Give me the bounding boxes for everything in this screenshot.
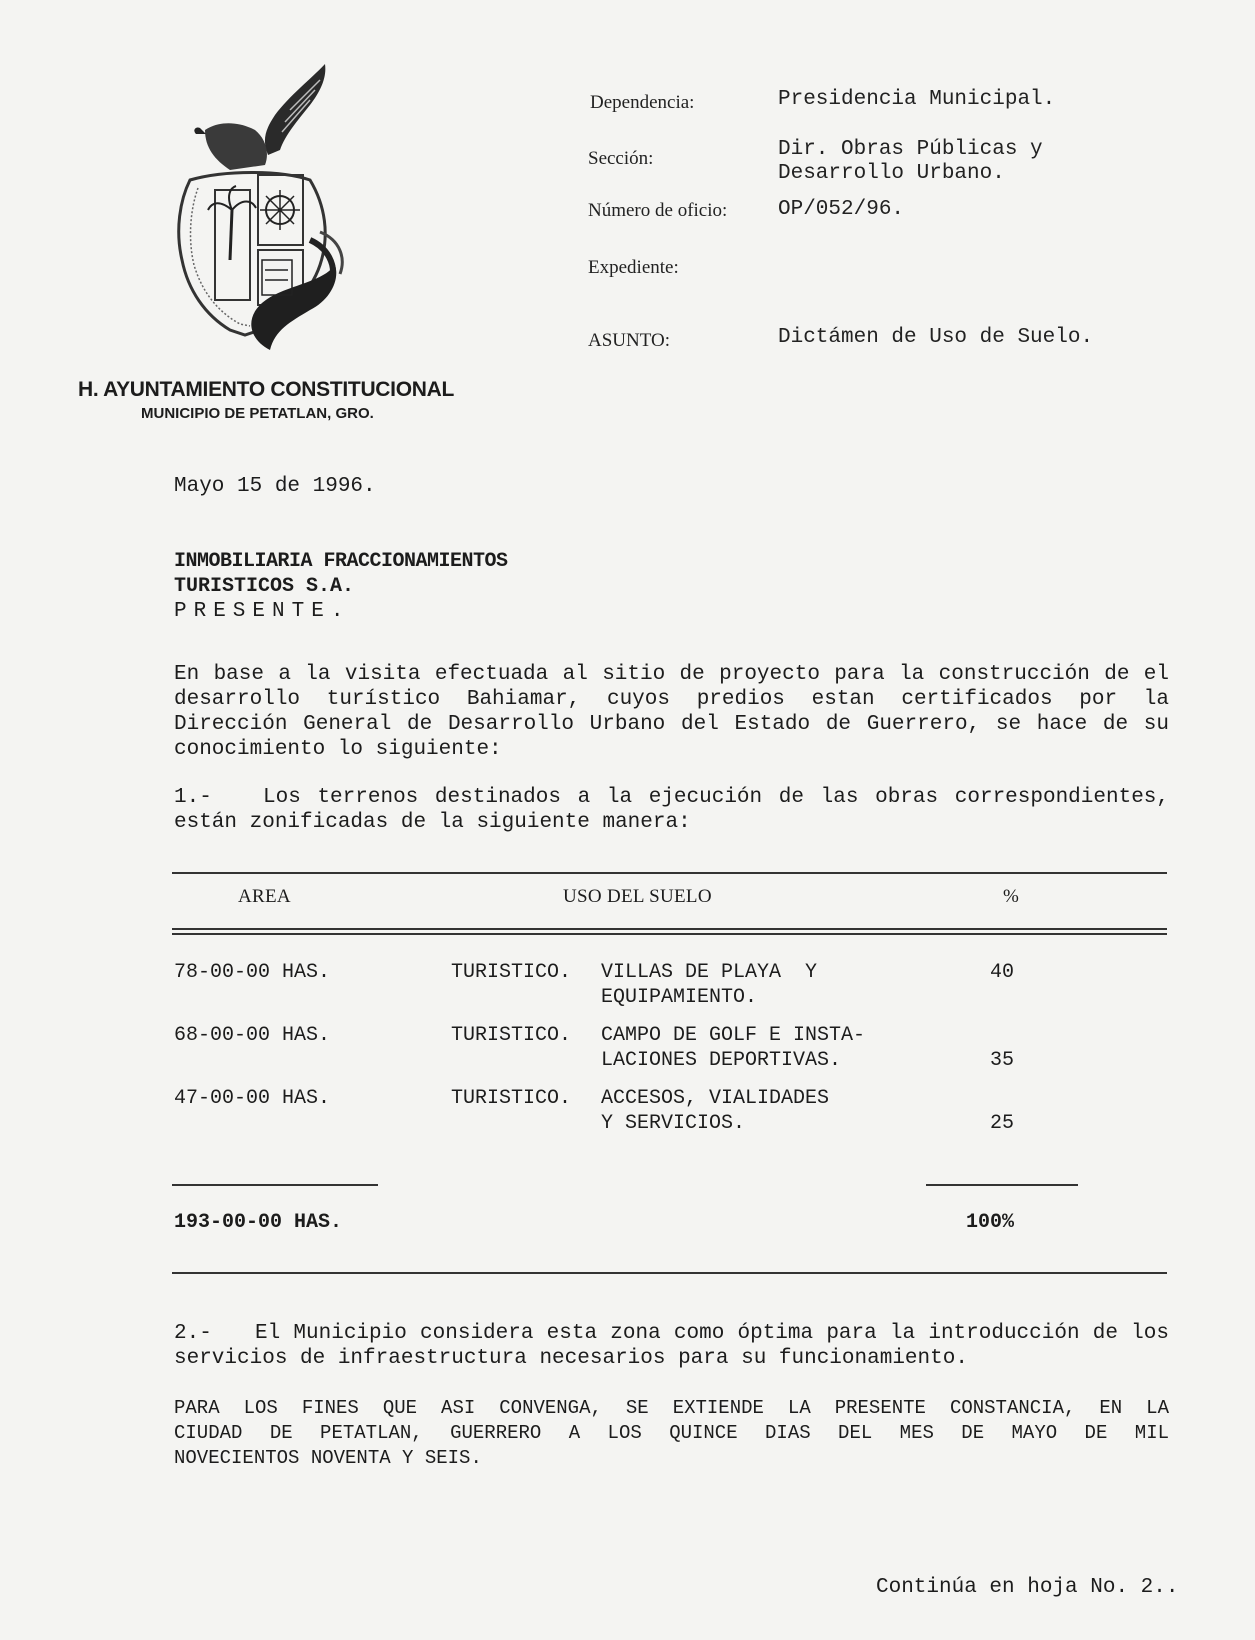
asunto-value: Dictámen de Uso de Suelo. <box>778 326 1094 349</box>
table-row-3-uso-line2: Y SERVICIOS. <box>601 1112 746 1135</box>
dependencia-label: Dependencia: <box>590 92 695 113</box>
table-row-1-uso-line1: VILLAS DE PLAYA Y <box>601 961 818 984</box>
total-area: 193-00-00 HAS. <box>174 1211 343 1234</box>
recipient-line2: TURISTICOS S.A. <box>174 575 355 598</box>
seccion-label: Sección: <box>588 148 654 169</box>
table-row-1-tipo: TURISTICO. <box>451 961 572 984</box>
table-row-2-area: 68-00-00 HAS. <box>174 1024 331 1047</box>
oficio-value: OP/052/96. <box>778 198 905 221</box>
recipient-line1: INMOBILIARIA FRACCIONAMIENTOS <box>174 550 508 573</box>
intro-paragraph: En base a la visita efectuada al sitio de proyecto para la construcción de el desarrollo turístico Bahiamar, cuyos predios estan certificados por la Dirección General de Desarrollo Urbano del Estado de Guerrero, se hace de su conocimiento lo siguiente: <box>174 663 1169 761</box>
continuation-note: Continúa en hoja No. 2.. <box>876 1576 1179 1599</box>
seccion-value-line1: Dir. Obras Públicas y <box>778 138 1043 161</box>
table-row-3-uso-line1: ACCESOS, VIALIDADES <box>601 1087 830 1110</box>
eagle-seal-icon <box>170 60 370 360</box>
org-name: H. AYUNTAMIENTO CONSTITUCIONAL <box>78 378 455 401</box>
table-row-2-tipo: TURISTICO. <box>451 1024 572 1047</box>
table-header-rule-1 <box>172 928 1167 930</box>
table-row-2-percent: 35 <box>990 1049 1015 1072</box>
seccion-value-line2: Desarrollo Urbano. <box>778 162 1005 185</box>
point1-text-line1: Los terrenos destinados a la ejecución de las obras correspondientes, <box>263 786 1169 809</box>
point2-text-line1: El Municipio considera esta zona como óptima para la introducción de los <box>255 1322 1169 1345</box>
recipient-line3: PRESENTE. <box>174 600 351 623</box>
closing-line1: PARA LOS FINES QUE ASI CONVENGA, SE EXTIENDE LA PRESENTE CONSTANCIA, EN LA <box>174 1397 1169 1419</box>
header-area: AREA <box>238 886 291 907</box>
total-percent: 100% <box>966 1211 1015 1234</box>
closing-line3: NOVECIENTOS NOVENTA Y SEIS. <box>174 1447 482 1469</box>
point1-number: 1.- <box>174 786 212 809</box>
table-row-3-tipo: TURISTICO. <box>451 1087 572 1110</box>
point2-number: 2.- <box>174 1322 212 1345</box>
table-header-rule-2 <box>172 933 1167 935</box>
percent-sum-rule <box>926 1184 1078 1186</box>
point2-text-line2: servicios de infraestructura necesarios para su funcionamiento. <box>174 1347 968 1370</box>
org-subtitle: MUNICIPIO DE PETATLAN, GRO. <box>141 405 374 422</box>
municipal-seal <box>170 60 370 360</box>
header-percent: % <box>1003 886 1020 907</box>
asunto-label: ASUNTO: <box>588 330 670 351</box>
table-row-1-uso-line2: EQUIPAMIENTO. <box>601 986 758 1009</box>
table-row-2-uso-line2: LACIONES DEPORTIVAS. <box>601 1049 842 1072</box>
header-uso-del-suelo: USO DEL SUELO <box>563 886 712 907</box>
point1-text-line2: están zonificadas de la siguiente manera: <box>174 811 691 834</box>
table-row-1-area: 78-00-00 HAS. <box>174 961 331 984</box>
expediente-label: Expediente: <box>588 257 679 278</box>
table-row-3-percent: 25 <box>990 1112 1015 1135</box>
letter-date: Mayo 15 de 1996. <box>174 475 376 498</box>
table-row-3-area: 47-00-00 HAS. <box>174 1087 331 1110</box>
table-top-rule <box>172 872 1167 874</box>
table-row-2-uso-line1: CAMPO DE GOLF E INSTA- <box>601 1024 866 1047</box>
dependencia-value: Presidencia Municipal. <box>778 88 1056 111</box>
table-row-1-percent: 40 <box>990 961 1015 984</box>
oficio-label: Número de oficio: <box>588 200 728 221</box>
area-sum-rule <box>172 1184 378 1186</box>
closing-line2: CIUDAD DE PETATLAN, GUERRERO A LOS QUINCE DIAS DEL MES DE MAYO DE MIL <box>174 1422 1169 1444</box>
table-bottom-rule <box>172 1272 1167 1274</box>
